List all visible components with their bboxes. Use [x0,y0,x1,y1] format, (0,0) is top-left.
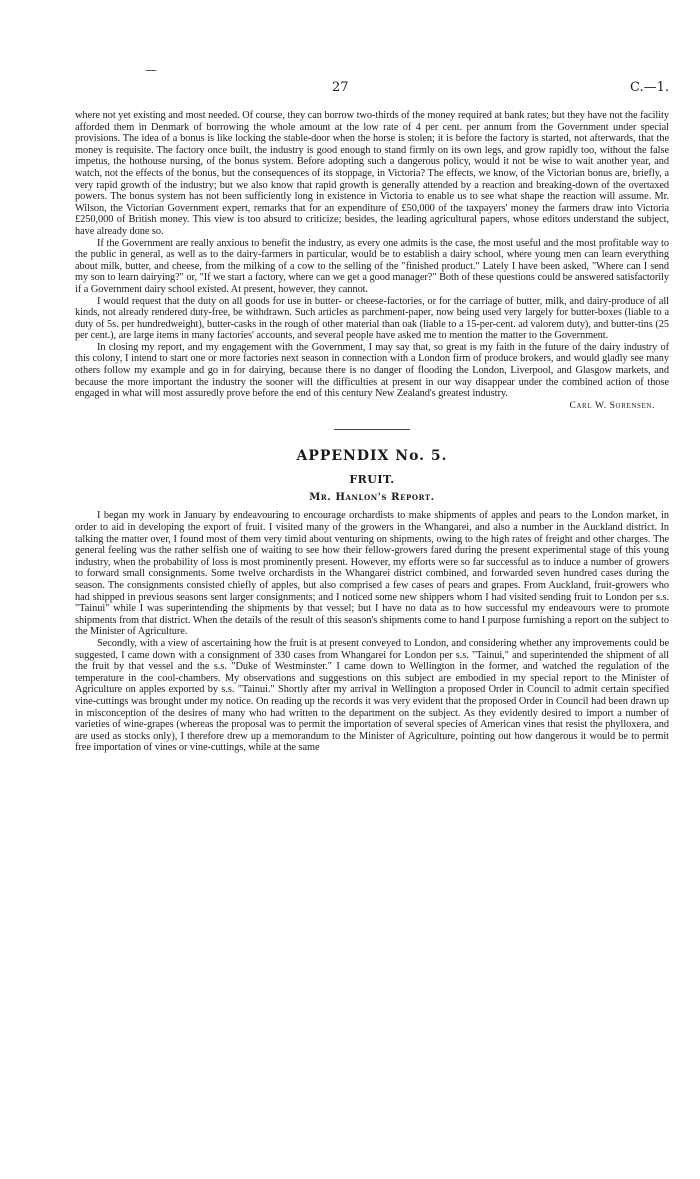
report-continuation [75,110,669,412]
paragraph: If the Government are really anxious to benefit the industry, as every one admits is the case, the most useful and the most profitable way to the public in general, as well as to the dairy-farmers in particular, would be to establish a dairy school, where young men can learn everything about milk, butter, and cheese, from the milking of a cow to the selling of the "finished product." Lately I have been asked, "Where can I send my son to learn dairying?" or, "If we start a factory, where can we get a good manager?" Both of these questions could be answered satisfactorily if a Government dairy school existed. At present, however, they cannot. [75,237,669,295]
appendix-title: APPENDIX No. 5. [296,448,448,465]
paragraph: where not yet existing and most needed. Of course, they can borrow two-thirds of the money required at bank rates; but they have not the facility afforded them in Denmark of borrowing the whole amount at the low rate of 4 per cent. per annum from the Government under special provisions. The idea of a bonus is like locking the stable-door when the horse is stolen; it is before the factory is started, not afterwards, that the money is requisite. The factory once built, the industry is good enough to stand firmly on its own legs, and grow rapidly too, without the false impetus, the hothouse nursing, of the bonus system. Before adopting such a dangerous policy, would it not be wise to wait another year, and watch, not the effects of the bonus, but the consequences of its stoppage, in Victoria? The effects, we know, of the Victorian bonus are, briefly, a very rapid growth of the industry; but we also know that rapid growth is generally attended by a reaction and breaking-down of the overtaxed powers. The bonus system has not been sufficiently long in existence in Victoria to enable us to see what shape the reaction will assume. Mr. Wilson, the Victorian Government expert, remarks that for an expenditure of £50,000 of the taxpayers' money the farmers draw into Victoria £250,000 of British money. This view is too absurd to criticize; besides, the leading agricultural papers, whose editors understand the subject, have already done so. [75,110,669,237]
document-reference: C.—1. [629,80,669,95]
paragraph: I would request that the duty on all goods for use in butter- or cheese-factories, or for the carriage of butter, milk, and dairy-produce of all kinds, not already rendered duty-free, be withdrawn. Such articles as parchment-paper, now being used very largely for butter-boxes (liable to a duty of 5s. per hundredweight), butter-casks in the rough of other material than oak (liable to a 15-per-cent. ad valorem duty), and butter-tins (25 per cent.), are large items in many factories' accounts, and several people have asked me to mention the matter to the Government. [75,295,669,342]
page-number: 27 [332,80,349,95]
section-divider [334,429,410,430]
signature: Carl W. Sorensen. [569,400,655,411]
section-title: FRUIT. [349,473,395,487]
appendix-body [75,510,669,753]
header-dash: — [145,63,157,77]
report-subtitle: Mr. Hanlon's Report. [309,492,435,504]
document-page [75,0,669,754]
paragraph: In closing my report, and my engagement with the Government, I may say that, so great is my faith in the future of the dairy industry of this colony, I intend to start one or more factories next season in connection with a London firm of produce brokers, and would gladly see many others follow my example and go in for dairying, because there is no danger of flooding the London, Liverpool, and Glasgow markets, and because the more important the industry the sooner will the difficulties at present in our way disappear under the combined action of those engaged in what will most assuredly prove before the end of this century New Zealand's greatest industry. [75,341,669,400]
paragraph: Secondly, with a view of ascertaining how the fruit is at present conveyed to London, and considering whether any improvements could be suggested, I came down with a consignment of 330 cases from Whangarei for London per s.s. "Tainui," and superintended the shipment of all the fruit by that vessel and the s.s. "Duke of Westminster." I came down to Wellington in the former, and watched the regulation of the temperature in the cool-chambers. My observations and suggestions on this subject are embodied in my special report to the Minister of Agriculture on apples exported by s.s. "Tainui." Shortly after my arrival in Wellington a proposed Order in Council to admit certain specified vine-cuttings was brought under my notice. On reading up the records it was very evident that the proposed Order in Council had been drawn up in misconception of the desires of many who had written to the department on the subject. As they evidently desired to import a number of varieties of wine-grapes (whereas the proposal was to permit the importation of several species of American vines that resist the phylloxera, and are used as stocks only), I therefore drew up a memorandum to the Minister of Agriculture, pointing out how dangerous it would be to permit free importation of vines or vine-cuttings, while at the same [75,637,669,754]
paragraph: I began my work in January by endeavouring to encourage orchardists to make shipments of apples and pears to the London market, in order to aid in developing the export of fruit. I visited many of the growers in the Whangarei, and also a number in the Auckland district. In talking the matter over, I found most of them very timid about venturing on shipments, owing to the high rates of freight and other charges. The general feeling was the rather selfish one of waiting to see how their fellow-growers fared during the present experimental stage of this young industry, when the probability of loss is most prominently present. However, my efforts were so far successful as to induce a number of growers to forward small consignments. Some twelve orchardists in the Whangarei district combined, and forwarded seven hundred cases during the season. The consignments consisted chiefly of apples, but also comprised a few cases of pears and grapes. From Auckland, fruit-growers who had shipped in previous seasons sent larger consignments; and I noticed some new shippers whom I had visited sending fruit to London per s.s. "Tainui" while I was superintending the shipments by that vessel; but I have no data as to how successful my endeavours were to promote shipments from that district. When the details of the result of this season's shipments come to hand I purpose furnishing a report on the subject to the Minister of Agriculture. [75,510,669,638]
page-header [75,0,669,110]
